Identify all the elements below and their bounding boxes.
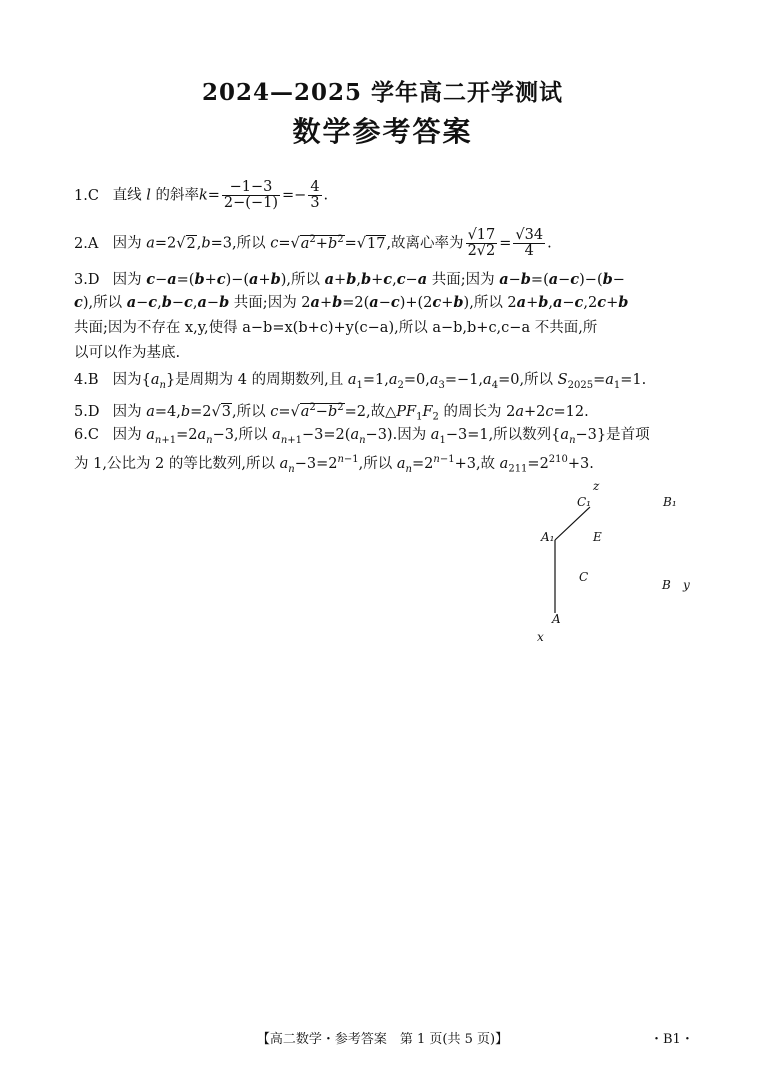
figure-lines [520,475,720,645]
answer-3: 3.D 因为 c−a=(b+c)−(a+b),所以 a+b,b+c,c−a 共面;因为 a−b=(a−c)−(b− [74,271,625,288]
label-e: E [593,530,602,544]
page-title: 2024—2025 学年高二开学测试 [201,79,564,106]
page-subtitle: 数学参考答案 [292,115,473,148]
answer-5: 5.D 因为 a=4,b=2√3,所以 $c=√a^2-b^2=2$,故$\triangle PF_1F_2$ 的周长为 2a+2c=12. [74,402,589,423]
label-b: B [662,578,671,592]
label-x: x [537,630,544,644]
label-c: C [579,570,589,584]
answer-6: 6.C 因为 $a_{n+1}=2a_n-3$,所以 $a_{n+1}-3=2(a_n-3)$.因为 $a_1-3=1$,所以数列$\{a_n-3\}$是首项 [74,427,650,446]
label-z: z [593,479,600,493]
label-a1: A₁ [541,530,555,544]
page-footer: 【高二数学・参考答案 第 1 页(共 5 页)】 [256,1032,509,1047]
label-c1: C₁ [577,495,591,509]
label-a: A [552,612,561,626]
answer-3-line-4: 以可以作为基底. [74,345,181,361]
answer-1: 1.C 直线 l 的斜率k= $\frac{-1-3}{2-(-1)}$ =− $\frac{4}{3}$ . [74,179,329,211]
label-y: y [683,578,690,592]
geometry-figure [520,475,720,645]
answer-3-line-3: 共面;因为不存在 x,y,使得 a−b=x(b+c)+y(c−a),所以 a−b,b+c,c−a 不共面,所 [74,320,598,336]
answer-2: 2.A 因为 a=2√2,b=3,所以 $c=√a^2+b^2=√17$,故离心率为 $\frac{√17}{2√2}$ = $\frac{√34}{4}$ . [74,227,552,259]
page-tag: ・B1・ [650,1032,694,1047]
label-b1: B₁ [663,495,677,509]
answer-4: 4.B 因为$\{a_n\}$是周期为 4 的周期数列,且 $a_1=1,a_2=0,a_3=-1,a_4=0$,所以 $S_{2025}=a_1=1$. [74,372,647,391]
